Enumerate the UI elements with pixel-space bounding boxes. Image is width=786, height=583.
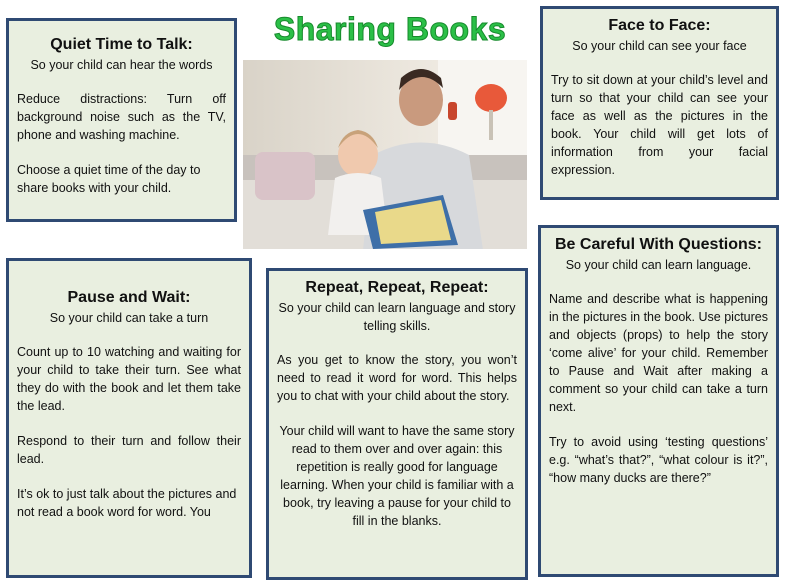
card-paragraph: It’s ok to just talk about the pictures and not read a book word for word. You <box>17 487 237 519</box>
card-subtitle: So your child can take a turn <box>49 311 209 325</box>
card-paragraph: Reduce distractions: Turn off background noise such as the TV, phone and washing machine. <box>17 92 226 142</box>
card-paragraph: Name and describe what is happening in the pictures in the book. Use pictures and objects (props) to help the story ‘come alive’ for your child. Remember to Pause and Wait after making a comment so your child can take a turn next. <box>549 292 768 414</box>
card-paragraph: Count up to 10 watching and waiting for your child to take their turn. See what they do with the book and let them take the lead. <box>17 345 241 413</box>
card-subtitle: So your child can hear the words <box>30 58 213 72</box>
card-subtitle: So your child can learn language. <box>565 258 752 272</box>
card-heading: Repeat, Repeat, Repeat: <box>305 279 489 296</box>
card-subtitle: So your child can learn language and story telling skills. <box>278 301 516 333</box>
card-paragraph: Try to avoid using ‘testing questions’ e.g. “what’s that?”, “what colour is it?”, “how many ducks are there?” <box>549 435 768 485</box>
card-paragraph: As you get to know the story, you won’t need to read it word for word. This helps you to chat with your child about the story. <box>277 353 517 403</box>
pause-and-wait-card <box>6 258 252 578</box>
card-heading: Quiet Time to Talk: <box>50 36 193 53</box>
card-heading: Be Careful With Questions: <box>555 236 762 253</box>
card-heading: Pause and Wait: <box>67 289 191 306</box>
card-subtitle: So your child can see your face <box>572 39 747 53</box>
face-to-face-card <box>540 6 779 200</box>
sharing-books-photo <box>243 60 527 249</box>
card-paragraph: Choose a quiet time of the day to share books with your child. <box>17 163 201 195</box>
repeat-card <box>266 268 528 580</box>
card-heading: Face to Face: <box>608 17 711 34</box>
card-paragraph: Respond to their turn and follow their lead. <box>17 434 241 466</box>
card-paragraph: Your child will want to have the same story read to them over and over again: this repetition is really good for language learning. When your child is familiar with a book, try leaving a pause for your child to fill in the blanks. <box>279 424 515 528</box>
quiet-time-card <box>6 18 237 222</box>
card-paragraph: Try to sit down at your child’s level and turn so that your child can see your face as well as the pictures in the book. Your child will get lots of information from your facial expression. <box>551 73 768 177</box>
page-title: Sharing Books <box>273 11 507 47</box>
careful-questions-card <box>538 225 779 577</box>
